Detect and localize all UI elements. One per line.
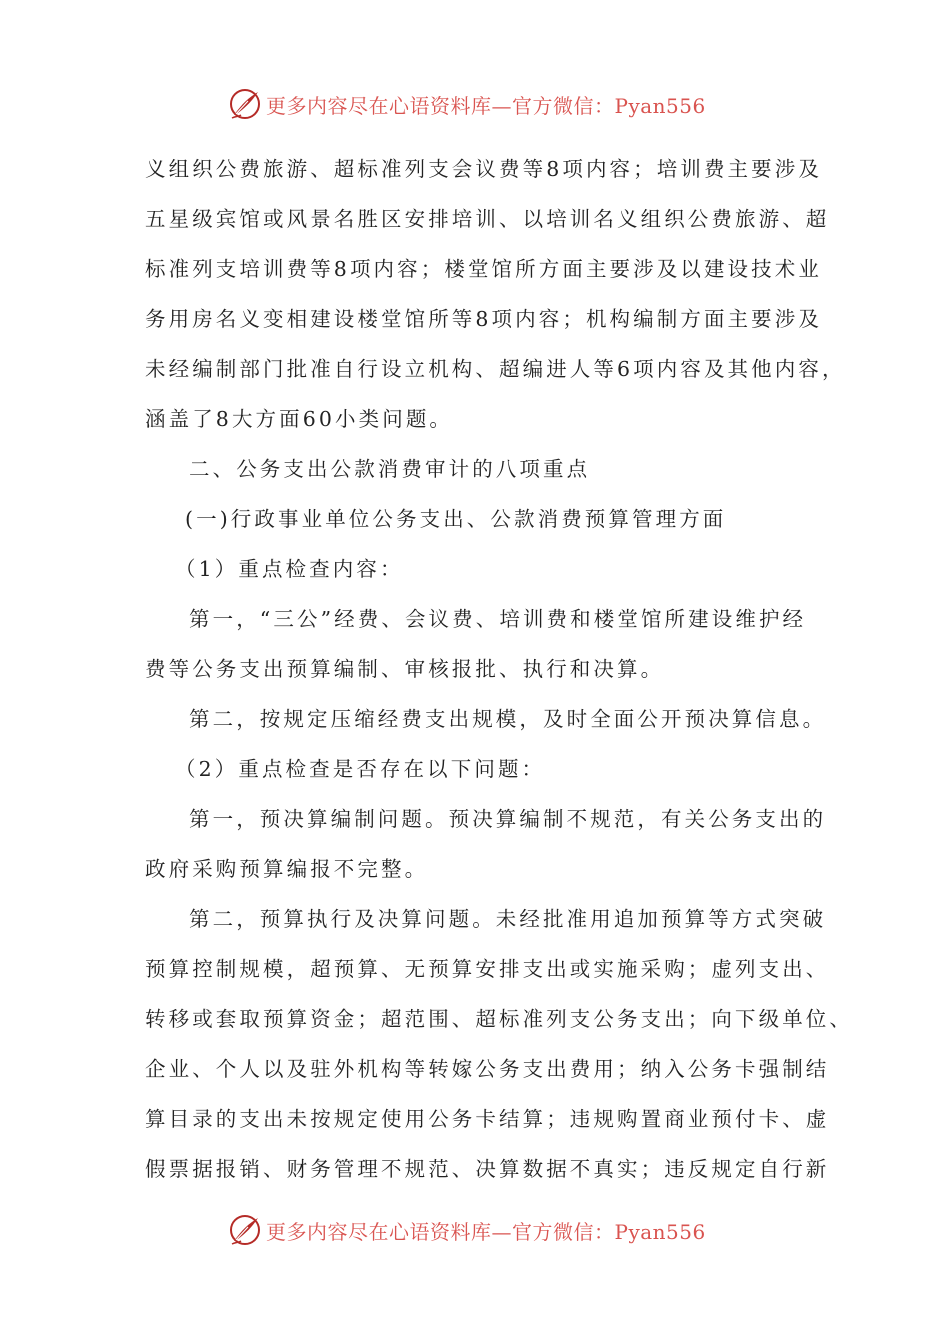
quill-pen-logo-icon [228,87,262,121]
text-line: 义组织公费旅游、超标准列支会议费等8项内容；培训费主要涉及 [145,157,822,181]
text-line: 未经编制部门批准自行设立机构、超编进人等6项内容及其他内容， [145,357,846,381]
banner-text: 更多内容尽在心语资料库—官方微信：Pyan556 [266,1219,706,1244]
text-line: 第二，预算执行及决算问题。未经批准用追加预算等方式突破 [189,907,827,931]
header-banner [228,84,748,124]
text-line: 算目录的支出未按规定使用公务卡结算；违规购置商业预付卡、虚 [145,1107,830,1131]
item-heading: （2）重点检查是否存在以下问题： [175,757,546,781]
text-line: 政府采购预算编报不完整。 [145,857,429,881]
text-line: 标准列支培训费等8项内容；楼堂馆所方面主要涉及以建设技术业 [145,257,822,281]
item-heading: （1）重点检查内容： [175,557,404,581]
footer-banner [228,1210,748,1250]
text-line: 涵盖了8大方面60小类问题。 [145,407,454,431]
quill-pen-logo-icon [228,1213,262,1247]
section-heading: 二、公务支出公款消费审计的八项重点 [189,457,591,481]
text-line: 务用房名义变相建设楼堂馆所等8项内容；机构编制方面主要涉及 [145,307,822,331]
banner-text: 更多内容尽在心语资料库—官方微信：Pyan556 [266,93,706,118]
document-body [145,148,853,1198]
text-line: 第一，“三公”经费、会议费、培训费和楼堂馆所建设维护经 [189,607,807,631]
text-line: 第二，按规定压缩经费支出规模，及时全面公开预决算信息。 [189,707,827,731]
text-line: 五星级宾馆或风景名胜区安排培训、以培训名义组织公费旅游、超 [145,207,830,231]
text-line: 企业、个人以及驻外机构等转嫁公务支出费用；纳入公务卡强制结 [145,1057,830,1081]
text-line: 转移或套取预算资金；超范围、超标准列支公务支出；向下级单位、 [145,1007,853,1031]
text-line: 费等公务支出预算编制、审核报批、执行和决算。 [145,657,665,681]
text-line: 预算控制规模，超预算、无预算安排支出或实施采购；虚列支出、 [145,957,830,981]
text-line: 假票据报销、财务管理不规范、决算数据不真实；违反规定自行新 [145,1157,830,1181]
subsection-heading: (一)行政事业单位公务支出、公款消费预算管理方面 [185,507,727,531]
text-line: 第一，预决算编制问题。预决算编制不规范，有关公务支出的 [189,807,827,831]
